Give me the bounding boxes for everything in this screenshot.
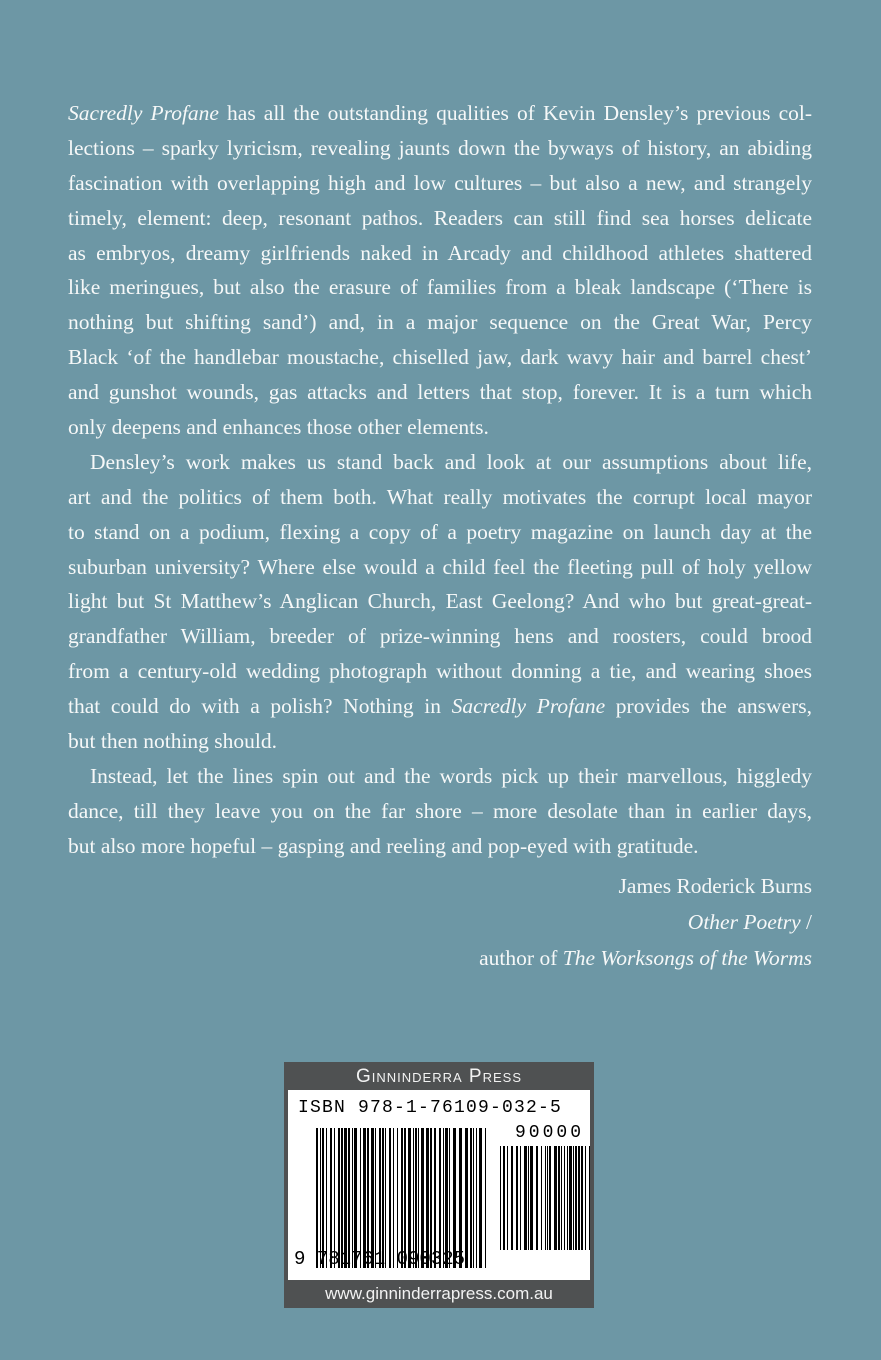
barcode-bar: [382, 1128, 384, 1268]
barcode-bar: [500, 1146, 501, 1250]
text-segment: Densley’s work makes us stand back and look at our assumptions about life,: [90, 449, 812, 474]
barcode-bar: [585, 1146, 586, 1250]
barcode-bar: [561, 1146, 562, 1250]
barcode-bar: [338, 1128, 340, 1268]
barcode-bar: [558, 1146, 560, 1250]
text-line: [68, 445, 812, 480]
reviewer-name: James Roderick Burns: [618, 874, 812, 898]
text-segment: to stand on a podium, flexing a copy of a poetry magazine on launch day at the: [68, 519, 812, 544]
text-segment: provides the answers,: [605, 694, 813, 719]
barcode-bar: [449, 1128, 450, 1268]
barcode-bar: [367, 1128, 369, 1268]
barcode-bar: [371, 1128, 374, 1268]
barcode-bar: [459, 1128, 462, 1268]
text-segment: Instead, let the lines spin out and the words pick up their marvellous, higgledy: [90, 763, 812, 788]
barcode-bar: [530, 1146, 533, 1250]
barcode-bar: [564, 1146, 565, 1250]
barcode-bar: [536, 1146, 538, 1250]
text-line: [68, 201, 812, 236]
barcode-bar: [330, 1128, 332, 1268]
text-segment: Black ‘of the handlebar moustache, chiselled jaw, dark wavy hair and barrel chest’: [68, 345, 812, 370]
barcode-bar: [485, 1128, 486, 1268]
separator: /: [800, 910, 812, 934]
text-line: [68, 724, 812, 759]
text-segment: nothing but shifting sand’) and, in a major sequence on the Great War, Percy: [68, 310, 812, 335]
text-line: [68, 619, 812, 654]
barcode-bar: [393, 1128, 394, 1268]
barcode-bar: [573, 1146, 574, 1250]
text-line: [68, 96, 812, 131]
text-segment: suburban university? Where else would a child feel the fleeting pull of holy yellow: [68, 554, 812, 579]
text-segment: but also more hopeful – gasping and reeling and pop-eyed with gratitude.: [68, 833, 699, 858]
barcode-bar: [341, 1128, 343, 1268]
text-segment: like meringues, but also the erasure of families from a bleak landscape (‘There is: [68, 275, 812, 300]
isbn-barcode-box: [284, 1062, 594, 1308]
barcode-bar: [352, 1128, 353, 1268]
barcode-bar: [404, 1128, 406, 1268]
barcode-bar: [334, 1128, 335, 1268]
barcode-bar: [511, 1146, 513, 1250]
text-line: [68, 829, 812, 864]
barcode-bar: [426, 1128, 429, 1268]
barcode-bar: [569, 1146, 572, 1250]
barcode-bar: [453, 1128, 456, 1268]
barcode-bar: [375, 1128, 376, 1268]
text-segment: only deepens and enhances those other elements.: [68, 415, 489, 440]
barcode-bar: [541, 1146, 542, 1250]
book-title: The Worksongs of the Worms: [562, 946, 812, 970]
barcode-bar: [470, 1128, 472, 1268]
barcode-bar: [547, 1146, 548, 1250]
barcode-bar: [545, 1146, 546, 1250]
barcode-bar: [524, 1146, 527, 1250]
barcode-bar: [443, 1128, 444, 1268]
text-line: [68, 550, 812, 585]
italic-title: Sacredly Profane: [68, 101, 219, 125]
text-line: [68, 515, 812, 550]
text-line: [68, 375, 812, 410]
attribution: [479, 868, 812, 976]
text-line: [68, 410, 812, 445]
barcode-bar: [581, 1146, 583, 1250]
barcode-bar: [322, 1128, 324, 1268]
barcode-bar: [439, 1128, 441, 1268]
barcode-bar: [363, 1128, 366, 1268]
barcode-bar: [360, 1128, 361, 1268]
barcode-bar: [389, 1128, 391, 1268]
text-segment: lections – sparky lyricism, revealing jaunts down the byways of history, an abiding: [68, 135, 812, 160]
barcode-bar: [379, 1128, 381, 1268]
text-line: [68, 480, 812, 515]
barcode-bar: [578, 1146, 580, 1250]
barcode-area: [288, 1090, 590, 1280]
publisher-url[interactable]: www.ginninderrapress.com.au: [325, 1284, 553, 1303]
barcode-bar: [320, 1128, 321, 1268]
barcode-bar: [465, 1128, 468, 1268]
barcode-bar: [401, 1128, 403, 1268]
barcode-bar: [385, 1128, 386, 1268]
text-line: [68, 270, 812, 305]
barcode-bar: [326, 1128, 327, 1268]
barcode-bar: [415, 1128, 417, 1268]
barcode-bar: [397, 1128, 398, 1268]
barcode-bar: [549, 1146, 551, 1250]
text-line: [68, 584, 812, 619]
barcode-bar: [575, 1146, 577, 1250]
publication-name: Other Poetry: [687, 910, 801, 934]
text-line: [68, 689, 812, 724]
text-line: [68, 759, 812, 794]
text-line: [68, 131, 812, 166]
barcode-bar: [421, 1128, 424, 1268]
barcode-bar: [507, 1146, 508, 1250]
barcode-bar: [316, 1128, 318, 1268]
barcode-bar: [554, 1146, 557, 1250]
isbn-number: ISBN 978-1-76109-032-5: [298, 1098, 563, 1118]
text-line: [68, 305, 812, 340]
barcode-bar: [567, 1146, 568, 1250]
barcode-bar: [408, 1128, 411, 1268]
text-segment: dance, till they leave you on the far shore – more desolate than in earlier days,: [68, 798, 812, 823]
text-segment: from a century-old wedding photograph without donning a tie, and wearing shoes: [68, 659, 812, 684]
barcode-bar: [413, 1128, 414, 1268]
text-segment: timely, element: deep, resonant pathos. Readers can still find sea horses delicate: [68, 205, 812, 230]
text-line: [68, 166, 812, 201]
barcode-bar: [476, 1128, 477, 1268]
publisher-name: Ginninderra Press: [355, 1066, 523, 1087]
text-segment: fascination with overlapping high and low cultures – but also a new, and strangely: [68, 170, 812, 195]
price-addon-number: 90000: [514, 1123, 584, 1143]
blurb-text: [68, 96, 812, 864]
text-line: [68, 236, 812, 271]
text-segment: light but St Matthew’s Anglican Church, East Geelong? And who but great-great-: [68, 589, 812, 614]
text-line: [68, 340, 812, 375]
barcode-bar: [528, 1146, 529, 1250]
italic-title: Sacredly Profane: [451, 694, 606, 719]
text-line: [68, 794, 812, 829]
barcode-bar: [348, 1128, 350, 1268]
text-segment: that could do with a polish? Nothing in: [68, 694, 452, 719]
text-segment: has all the outstanding qualities of Kevin Densley’s previous col-: [218, 101, 812, 125]
barcode-bar: [434, 1128, 436, 1268]
barcode-bar: [445, 1128, 448, 1268]
text-segment: grandfather William, breeder of prize-winning hens and roosters, could brood: [68, 624, 812, 649]
barcode-bar: [354, 1128, 357, 1268]
author-of-label: author of: [479, 946, 563, 970]
barcode-bar: [418, 1128, 419, 1268]
barcode-bar: [503, 1146, 505, 1250]
text-segment: but then nothing should.: [68, 729, 278, 754]
barcode-bar: [479, 1128, 482, 1268]
barcode-bar: [516, 1146, 518, 1250]
text-segment: art and the politics of them both. What really motivates the corrupt local mayor: [68, 484, 812, 509]
barcode-bar: [430, 1128, 432, 1268]
barcode-bar: [473, 1128, 474, 1268]
barcode-bar: [344, 1128, 347, 1268]
text-segment: and gunshot wounds, gas attacks and letters that stop, forever. It is a turn which: [68, 380, 812, 405]
ean-number: 9 781761 090325: [294, 1248, 466, 1270]
barcode-bar: [520, 1146, 521, 1250]
text-segment: as embryos, dreamy girlfriends naked in Arcady and childhood athletes shattered: [68, 240, 812, 265]
barcode-bar: [589, 1146, 590, 1250]
text-line: [68, 654, 812, 689]
